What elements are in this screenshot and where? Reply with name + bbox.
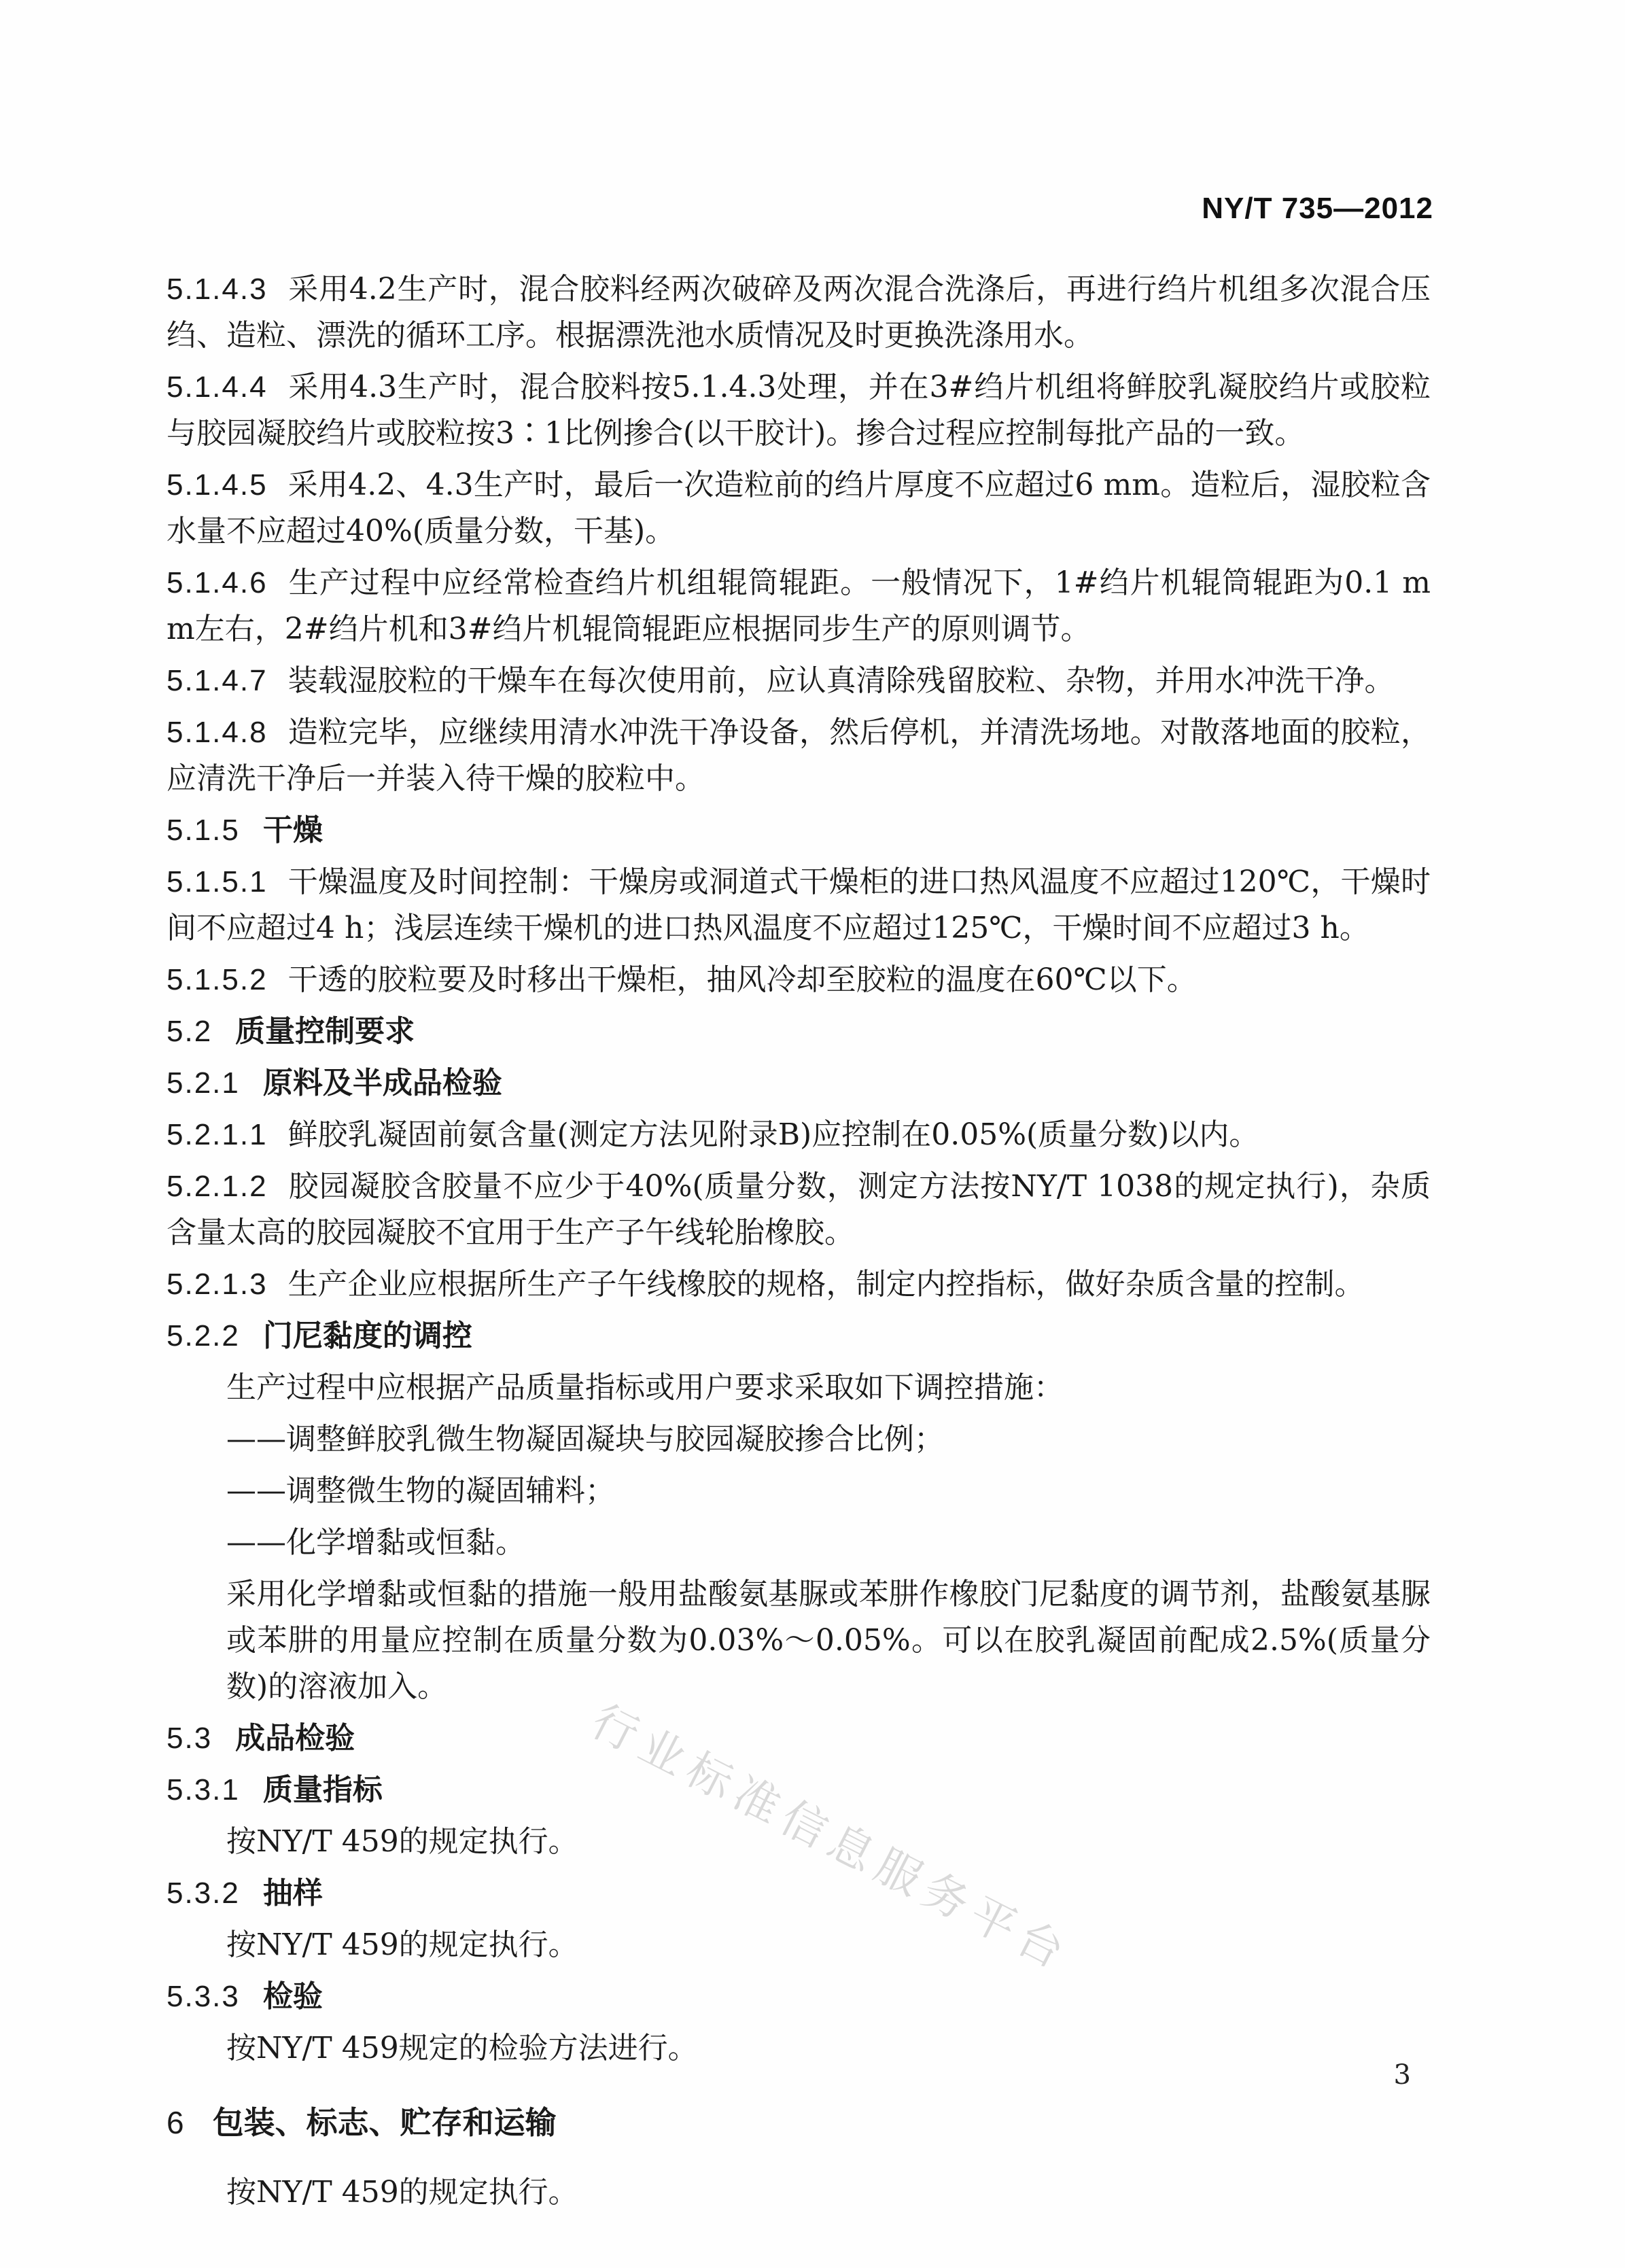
section-heading (167, 1974, 1431, 2020)
clause-paragraph (167, 859, 1431, 952)
clause-paragraph (167, 560, 1431, 652)
clause-number: 5.2.1.1 (167, 1118, 268, 1151)
clause-text: 装载湿胶粒的干燥车在每次使用前，应认真清除残留胶粒、杂物，并用水冲洗干净。 (287, 663, 1395, 698)
clause-paragraph (167, 1164, 1431, 1256)
clause-number: 5.1.5.2 (167, 963, 268, 996)
section-title: 检验 (262, 1979, 323, 2014)
section-heading (167, 807, 1431, 854)
clause-number: 5.1.4.7 (167, 664, 268, 697)
clause-text: 采用4.2生产时，混合胶料经两次破碎及两次混合洗涤后，再进行绉片机组多次混合压绉、造粒、漂洗的循环工序。根据漂洗池水质情况及时更换洗涤用水。 (167, 272, 1431, 353)
section-heading (167, 1060, 1431, 1106)
section-title: 门尼黏度的调控 (262, 1319, 472, 1353)
clause-paragraph (167, 266, 1431, 359)
section-number: 5.3.3 (167, 1980, 240, 2013)
section-number: 6 (167, 2105, 186, 2140)
page-number: 3 (1393, 2059, 1411, 2091)
section-heading (167, 1715, 1431, 1762)
section-title: 质量指标 (262, 1773, 383, 1807)
section-heading (167, 1009, 1431, 1055)
section-heading (167, 1870, 1431, 1917)
section-title: 质量控制要求 (235, 1014, 415, 1049)
clause-paragraph (167, 957, 1431, 1003)
clause-number: 5.1.4.6 (167, 566, 268, 599)
clause-text: 采用4.2、4.3生产时，最后一次造粒前的绉片厚度不应超过6 mm。造粒后，湿胶粒含水量不应超过40%(质量分数，干基)。 (167, 468, 1431, 548)
clause-text: 生产企业应根据所生产子午线橡胶的规格，制定内控指标，做好杂质含量的控制。 (287, 1267, 1365, 1302)
clause-text: 胶园凝胶含胶量不应少于40%(质量分数，测定方法按NY/T 1038的规定执行)，杂质含量太高的胶园凝胶不宜用于生产子午线轮胎橡胶。 (167, 1169, 1431, 1250)
clause-text: 采用4.3生产时，混合胶料按5.1.4.3处理，并在3#绉片机组将鲜胶乳凝胶绉片或胶粒与胶园凝胶绉片或胶粒按3∶1比例掺合(以干胶计)。掺合过程应控制每批产品的一致。 (167, 370, 1431, 451)
clause-paragraph (167, 1112, 1431, 1158)
body-paragraph: 按NY/T 459的规定执行。 (226, 2175, 578, 2210)
document-code-header: NY/T 735—2012 (1202, 192, 1433, 225)
clause-paragraph (167, 462, 1431, 555)
section-number: 5.2.1 (167, 1066, 240, 1100)
clause-text: 干透的胶粒要及时移出干燥柜，抽风冷却至胶粒的温度在60℃以下。 (287, 962, 1197, 997)
list-item: ——调整鲜胶乳微生物凝固凝块与胶园凝胶掺合比例； (226, 1422, 944, 1456)
section-number: 5.2.2 (167, 1319, 240, 1353)
section-number: 5.3 (167, 1722, 213, 1755)
document-body (167, 266, 1431, 2221)
list-item: ——调整微生物的凝固辅料； (226, 1473, 615, 1508)
section-number: 5.2 (167, 1015, 213, 1048)
clause-number: 5.1.4.3 (167, 273, 268, 306)
body-paragraph: 按NY/T 459的规定执行。 (226, 1927, 578, 1962)
clause-number: 5.2.1.3 (167, 1268, 268, 1301)
body-paragraph: 按NY/T 459的规定执行。 (226, 1824, 578, 1859)
clause-paragraph (167, 658, 1431, 704)
clause-text: 干燥温度及时间控制：干燥房或洞道式干燥柜的进口热风温度不应超过120℃，干燥时间不应超过4 h；浅层连续干燥机的进口热风温度不应超过125℃，干燥时间不应超过3 h。 (167, 865, 1431, 945)
section-title: 包装、标志、贮存和运输 (212, 2104, 557, 2141)
section-heading (167, 2099, 1431, 2146)
section-title: 抽样 (262, 1876, 323, 1911)
clause-paragraph (167, 364, 1431, 457)
clause-text: 鲜胶乳凝固前氨含量(测定方法见附录B)应控制在0.05%(质量分数)以内。 (287, 1117, 1259, 1152)
clause-text: 生产过程中应经常检查绉片机组辊筒辊距。一般情况下，1#绉片机辊筒辊距为0.1 mm左右，2#绉片机和3#绉片机辊筒辊距应根据同步生产的原则调节。 (167, 565, 1431, 646)
clause-text: 造粒完毕，应继续用清水冲洗干净设备，然后停机，并清洗场地。对散落地面的胶粒，应清洗干净后一并装入待干燥的胶粒中。 (167, 715, 1431, 796)
clause-paragraph (167, 710, 1431, 802)
list-item: ——化学增黏或恒黏。 (226, 1525, 525, 1560)
clause-number: 5.1.4.4 (167, 370, 268, 404)
clause-number: 5.1.4.5 (167, 468, 268, 502)
clause-number: 5.2.1.2 (167, 1170, 268, 1203)
section-title: 成品检验 (235, 1721, 355, 1756)
section-title: 原料及半成品检验 (262, 1066, 502, 1100)
section-number: 5.3.2 (167, 1877, 240, 1910)
body-paragraph: 按NY/T 459规定的检验方法进行。 (226, 2031, 698, 2065)
clause-paragraph (167, 1261, 1431, 1308)
watermark: 行业标准信息服务平台 (583, 1694, 1080, 1983)
section-number: 5.3.1 (167, 1773, 240, 1807)
body-paragraph: 生产过程中应根据产品质量指标或用户要求采取如下调控措施： (226, 1370, 1064, 1405)
body-paragraph: 采用化学增黏或恒黏的措施一般用盐酸氨基脲或苯肼作橡胶门尼黏度的调节剂，盐酸氨基脲或苯肼的用量应控制在质量分数为0.03%～0.05%。可以在胶乳凝固前配成2.5%(质量分数)的溶液加入。 (226, 1577, 1431, 1704)
clause-number: 5.1.5.1 (167, 865, 268, 899)
section-title: 干燥 (262, 813, 323, 848)
clause-number: 5.1.4.8 (167, 716, 268, 749)
section-heading (167, 1313, 1431, 1359)
section-number: 5.1.5 (167, 814, 240, 847)
